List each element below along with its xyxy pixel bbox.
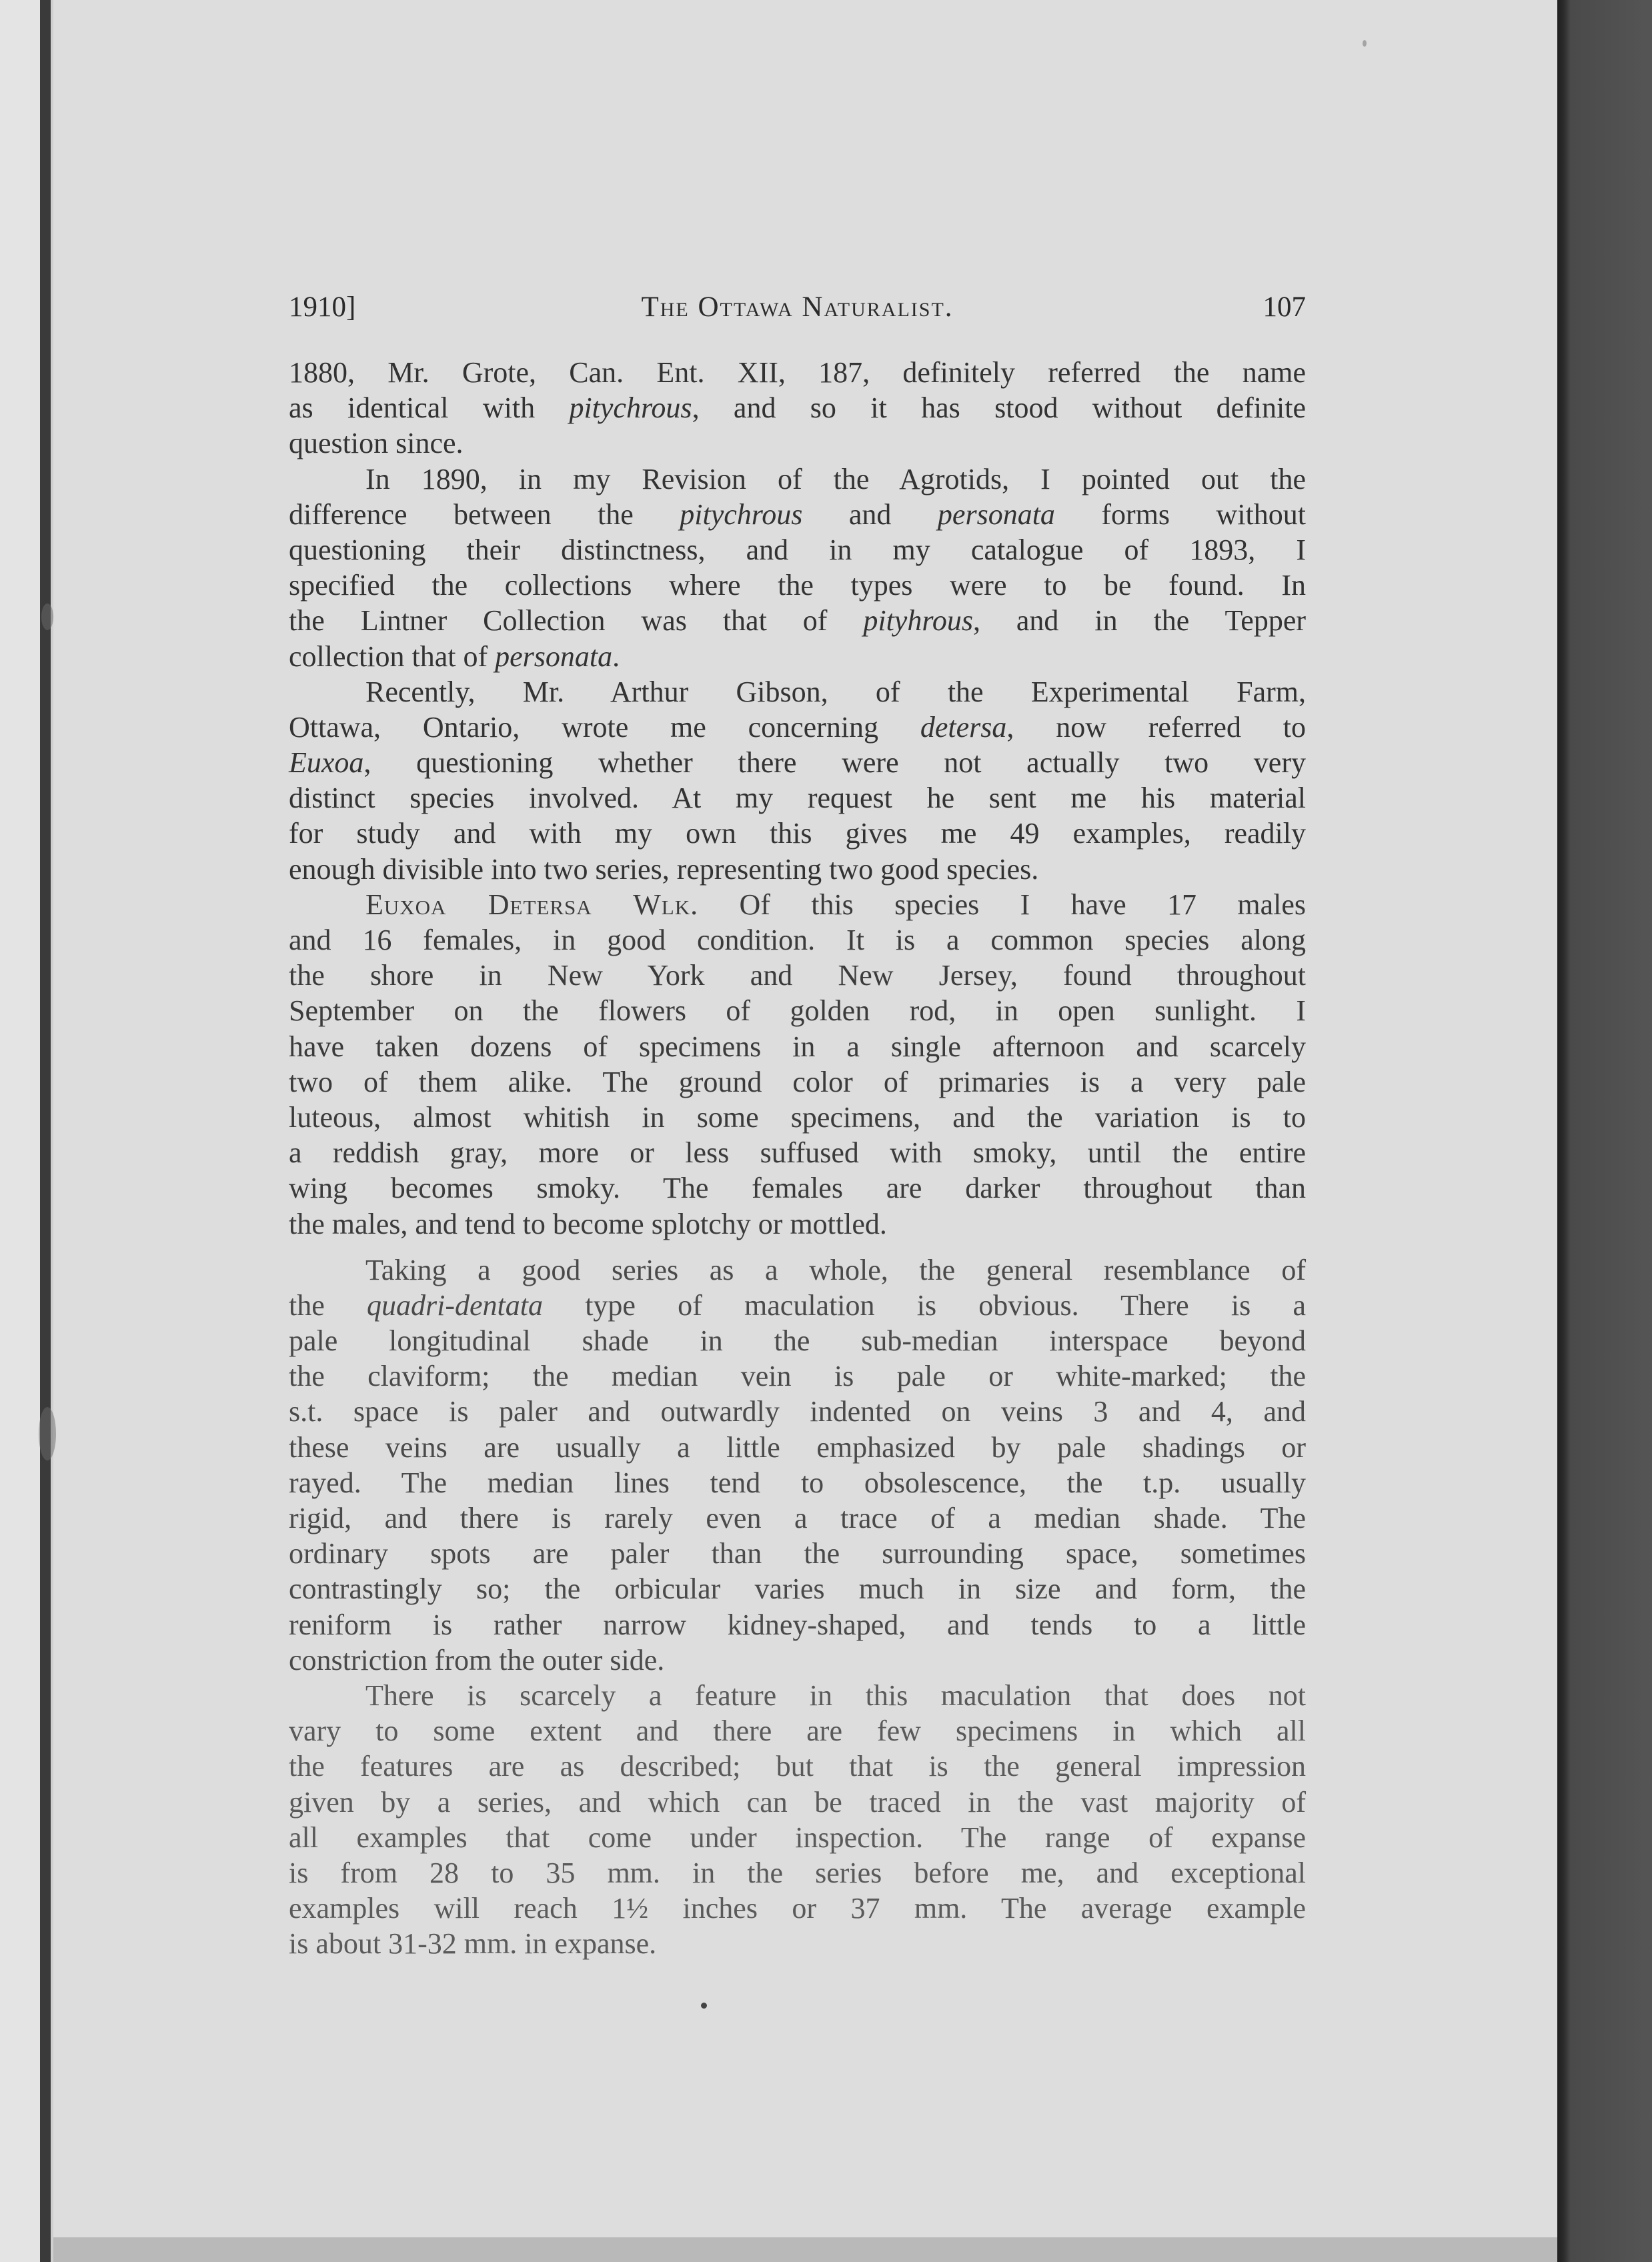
paragraph bbox=[289, 355, 1306, 461]
margin-smudge bbox=[41, 604, 53, 630]
text-run: two of them alike. The ground color of primaries is a very pale bbox=[289, 1065, 1306, 1098]
text-line bbox=[289, 1500, 1306, 1536]
paragraph bbox=[289, 887, 1306, 1242]
text-run: and bbox=[802, 497, 938, 531]
text-line bbox=[289, 1571, 1306, 1606]
text-run: difference between the bbox=[289, 497, 680, 531]
text-run: is from 28 to 35 mm. in the series before me, and exceptional bbox=[289, 1856, 1306, 1889]
text-line bbox=[289, 1288, 1306, 1323]
text-run: , now referred to bbox=[1006, 710, 1306, 744]
text-line bbox=[289, 1029, 1306, 1064]
text-run: September on the flowers of golden rod, in open sunlight. I bbox=[289, 994, 1306, 1028]
text-line bbox=[289, 1100, 1306, 1135]
text-run: questioning their distinctness, and in my catalogue of 1893, I bbox=[289, 533, 1306, 566]
text-run: given by a series, and which can be traced in the vast majority of bbox=[289, 1785, 1306, 1819]
text-line bbox=[289, 710, 1306, 745]
text-line bbox=[289, 993, 1306, 1028]
text-line bbox=[289, 780, 1306, 816]
text-line bbox=[289, 1891, 1306, 1926]
italic-term: detersa bbox=[920, 710, 1007, 744]
text-line bbox=[289, 1855, 1306, 1891]
text-run: , and in the Tepper bbox=[972, 604, 1307, 638]
text-line bbox=[289, 1170, 1306, 1206]
text-line bbox=[289, 1135, 1306, 1170]
text-run: have taken dozens of specimens in a single afternoon and scarcely bbox=[289, 1030, 1306, 1063]
paragraph-gap bbox=[289, 1242, 1306, 1252]
text-run: type of maculation is obvious. There is a bbox=[542, 1288, 1306, 1322]
page-speck bbox=[701, 2003, 707, 2009]
text-run: ordinary spots are paler than the surrounding space, sometimes bbox=[289, 1537, 1306, 1570]
text-run: contrastingly so; the orbicular varies much in size and form, the bbox=[289, 1572, 1306, 1606]
text-run: In 1890, in my Revision of the Agrotids, I pointed out the bbox=[365, 462, 1306, 495]
italic-term: pityhrous bbox=[863, 604, 973, 638]
text-line bbox=[289, 674, 1306, 710]
text-run: luteous, almost whitish in some specimens, and the variation is to bbox=[289, 1100, 1306, 1134]
text-line bbox=[289, 1536, 1306, 1571]
italic-term: pitychrous bbox=[680, 497, 803, 531]
text-line bbox=[289, 1394, 1306, 1429]
text-run: all examples that come under inspection. The range of expanse bbox=[289, 1821, 1306, 1854]
text-line bbox=[289, 1064, 1306, 1100]
scan-left-edge bbox=[0, 0, 53, 2262]
text-run: , and so it has stood without definite bbox=[692, 391, 1306, 425]
text-line bbox=[289, 1926, 1306, 1961]
text-run: There is scarcely a feature in this maculation that does not bbox=[365, 1678, 1306, 1712]
text-run: rayed. The median lines tend to obsolescence, the t.p. usually bbox=[289, 1466, 1306, 1499]
text-run: collection that of bbox=[289, 640, 496, 673]
text-line bbox=[289, 497, 1306, 532]
text-run: 1880, Mr. Grote, Can. Ent. XII, 187, definitely referred the name bbox=[289, 356, 1306, 389]
text-run: a reddish gray, more or less suffused with smoky, until the entire bbox=[289, 1136, 1306, 1170]
paragraph bbox=[289, 461, 1306, 674]
text-run: constriction from the outer side. bbox=[289, 1643, 665, 1676]
text-run: is about 31-32 mm. in expanse. bbox=[289, 1927, 657, 1961]
text-run: Of this species I have 17 males bbox=[698, 888, 1306, 921]
text-run: reniform is rather narrow kidney-shaped, and tends to a little bbox=[289, 1608, 1306, 1641]
text-line bbox=[289, 425, 1306, 461]
text-run: these veins are usually a little emphasized by pale shadings or bbox=[289, 1430, 1306, 1464]
margin-smudge bbox=[39, 1407, 56, 1460]
text-line bbox=[289, 461, 1306, 497]
text-run: forms without bbox=[1054, 497, 1306, 531]
text-run: the males, and tend to become splotchy or mottled. bbox=[289, 1207, 887, 1240]
text-run: as identical with bbox=[289, 391, 570, 425]
paragraph bbox=[289, 674, 1306, 887]
text-line bbox=[289, 1323, 1306, 1358]
text-run: the features are as described; but that is the general impression bbox=[289, 1750, 1306, 1783]
text-run: pale longitudinal shade in the sub-median interspace beyond bbox=[289, 1324, 1306, 1358]
text-run: vary to some extent and there are few specimens in which all bbox=[289, 1715, 1306, 1748]
paragraph bbox=[289, 1242, 1306, 1678]
scan-right-edge bbox=[1557, 0, 1652, 2262]
header-page-number: 107 bbox=[1263, 291, 1306, 323]
text-run: examples will reach 1½ inches or 37 mm. The average example bbox=[289, 1892, 1306, 1925]
text-run: Recently, Mr. Arthur Gibson, of the Experimental Farm, bbox=[365, 675, 1306, 708]
text-run: enough divisible into two series, representing two good species. bbox=[289, 852, 1039, 886]
paragraph bbox=[289, 1678, 1306, 1962]
text-line bbox=[289, 1206, 1306, 1242]
text-line bbox=[289, 1252, 1306, 1288]
text-line bbox=[289, 639, 1306, 674]
text-line bbox=[289, 532, 1306, 568]
italic-term: Euxoa bbox=[289, 746, 364, 780]
text-line bbox=[289, 1430, 1306, 1465]
text-run: rigid, and there is rarely even a trace of a median shade. The bbox=[289, 1502, 1306, 1534]
text-run: the bbox=[289, 1288, 367, 1322]
corner-speck bbox=[1363, 40, 1367, 47]
text-line bbox=[289, 1820, 1306, 1855]
text-line bbox=[289, 1358, 1306, 1394]
text-run: the claviform; the median vein is pale or white-marked; the bbox=[289, 1360, 1306, 1393]
text-line bbox=[289, 1785, 1306, 1820]
text-line bbox=[289, 745, 1306, 780]
species-heading: Euxoa Detersa Wlk. bbox=[365, 888, 699, 921]
article-body bbox=[289, 355, 1306, 1961]
text-line bbox=[289, 1465, 1306, 1500]
text-run: the Lintner Collection was that of bbox=[289, 604, 864, 638]
text-line bbox=[289, 1713, 1306, 1749]
text-run: and 16 females, in good condition. It is a common species along bbox=[289, 924, 1306, 956]
italic-term: quadri-dentata bbox=[366, 1288, 543, 1322]
italic-term: personata bbox=[937, 497, 1055, 531]
text-line bbox=[289, 1642, 1306, 1678]
text-run: wing becomes smoky. The females are darker throughout than bbox=[289, 1172, 1306, 1205]
text-run: , questioning whether there were not actually two very bbox=[363, 746, 1306, 780]
italic-term: pitychrous bbox=[569, 391, 692, 425]
text-line bbox=[289, 568, 1306, 603]
text-line bbox=[289, 922, 1306, 958]
text-run: distinct species involved. At my request he sent me his material bbox=[289, 782, 1306, 815]
text-line bbox=[289, 887, 1306, 922]
text-run: for study and with my own this gives me 49 examples, readily bbox=[289, 817, 1306, 850]
header-year: 1910] bbox=[289, 291, 356, 323]
text-line bbox=[289, 1678, 1306, 1713]
text-line bbox=[289, 603, 1306, 638]
text-run: question since. bbox=[289, 427, 464, 460]
running-head bbox=[289, 291, 1306, 331]
text-run: the shore in New York and New Jersey, found throughout bbox=[289, 959, 1306, 992]
text-run: specified the collections where the types were to be found. In bbox=[289, 569, 1306, 602]
text-line bbox=[289, 852, 1306, 887]
text-run: . bbox=[612, 640, 620, 673]
text-line bbox=[289, 390, 1306, 425]
text-run: Ottawa, Ontario, wrote me concerning bbox=[289, 710, 920, 744]
text-line bbox=[289, 958, 1306, 993]
text-line bbox=[289, 1607, 1306, 1642]
text-run: s.t. space is paler and outwardly indented on veins 3 and 4, and bbox=[289, 1395, 1306, 1428]
header-journal-title: The Ottawa Naturalist. bbox=[641, 291, 954, 323]
text-run: Taking a good series as a whole, the general resemblance of bbox=[365, 1253, 1306, 1286]
text-line bbox=[289, 355, 1306, 390]
text-line bbox=[289, 816, 1306, 851]
page-bottom-shadow bbox=[53, 2237, 1557, 2262]
text-line bbox=[289, 1749, 1306, 1784]
italic-term: personata bbox=[495, 640, 613, 673]
